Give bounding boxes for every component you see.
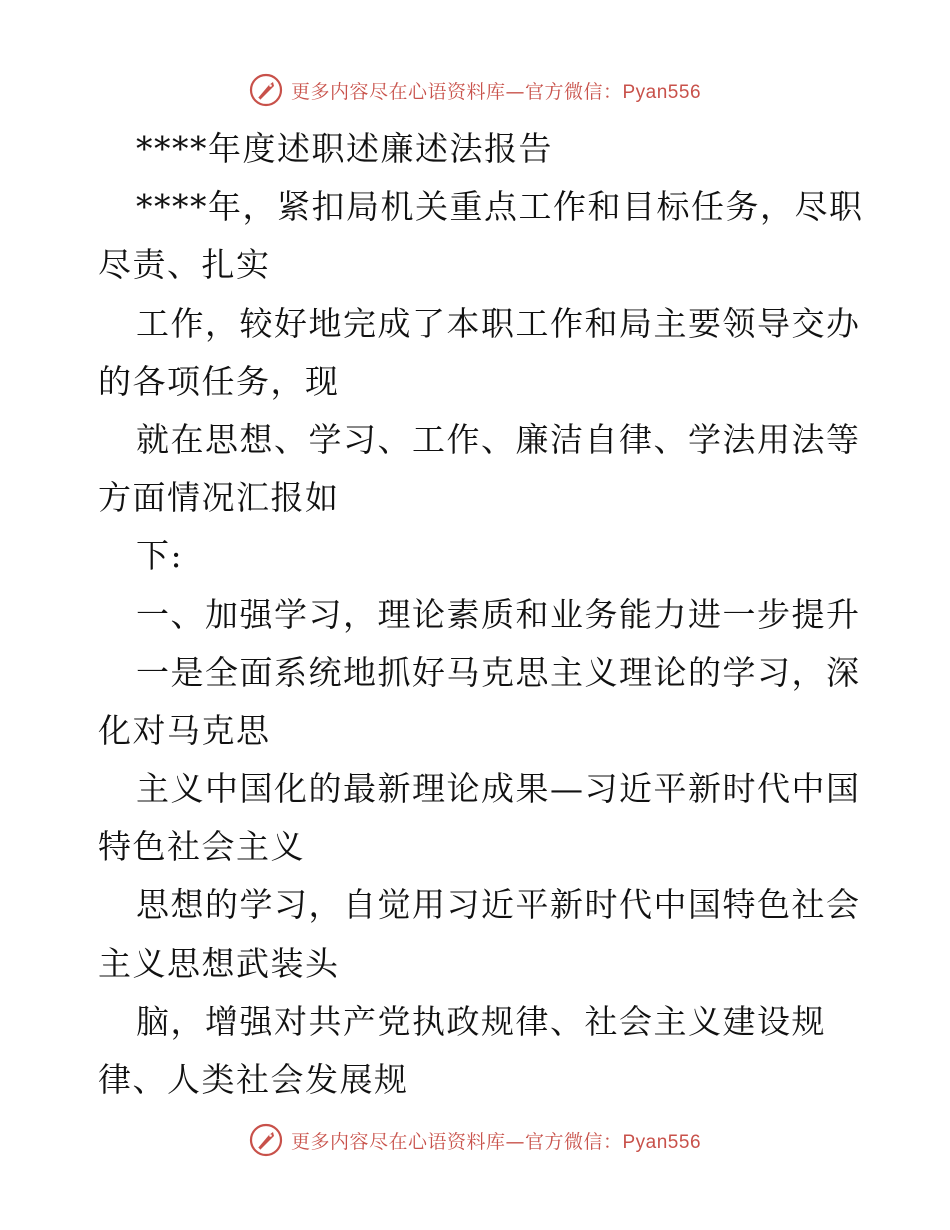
paragraph-line: 就在思想、学习、工作、廉洁自律、学法用法等 [136,419,861,459]
header-watermark-banner [0,70,950,110]
pen-nib-logo-icon [249,73,283,107]
paragraph-line: 主义中国化的最新理论成果—习近平新时代中国 [136,769,861,809]
footer-watermark-banner [0,1120,950,1160]
section-heading: 一、加强学习，理论素质和业务能力进一步提升 [136,594,861,634]
paragraph-line: 化对马克思 [98,710,271,750]
paragraph-line: 律、人类社会发展规 [98,1060,409,1099]
pen-nib-logo-icon [249,1123,283,1157]
paragraph-line: 的各项任务，现 [98,361,340,401]
paragraph-line: 尽责、扎实 [98,245,271,285]
paragraph-line: 思想的学习，自觉用习近平新时代中国特色社会 [136,885,861,925]
paragraph-line: 一是全面系统地抓好马克思主义理论的学习，深 [136,652,861,692]
document-body [98,120,864,1109]
paragraph-line: 特色社会主义 [98,827,305,867]
paragraph-line: ****年，紧扣局机关重点工作和目标任务，尽职 [136,187,864,227]
document-title: ****年度述职述廉述法报告 [136,129,553,168]
watermark-text: 更多内容尽在心语资料库—官方微信：Pyan556 [290,80,702,103]
paragraph-line: 方面情况汇报如 [98,478,340,518]
paragraph-line: 脑，增强对共产党执政规律、社会主义建设规 [136,1001,826,1041]
paragraph-line: 主义思想武装头 [98,943,340,983]
paragraph-line: 下: [136,536,184,576]
watermark-text: 更多内容尽在心语资料库—官方微信：Pyan556 [290,1130,702,1153]
paragraph-line: 工作，较好地完成了本职工作和局主要领导交办 [136,303,861,343]
